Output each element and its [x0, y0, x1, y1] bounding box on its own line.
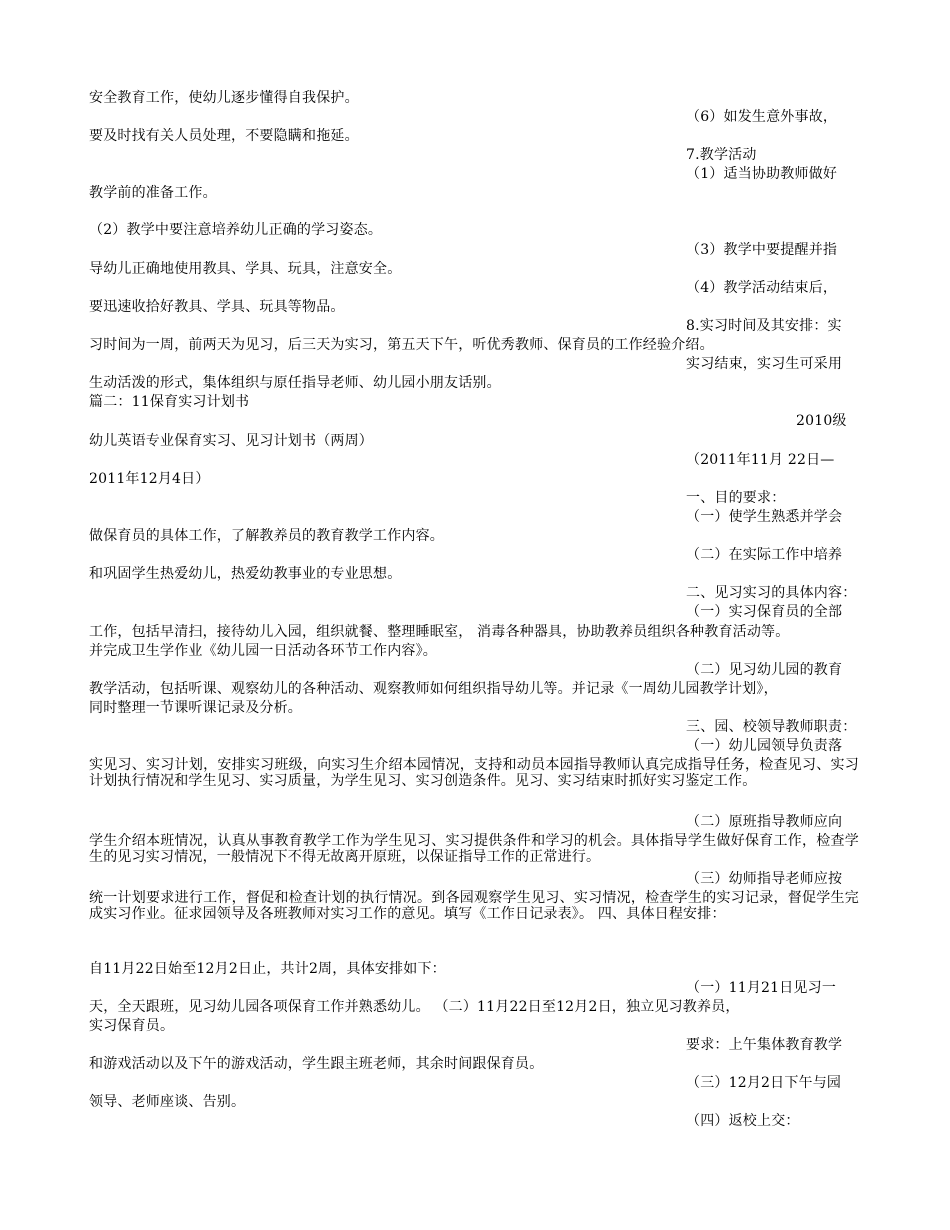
section-heading: 一、目的要求： — [686, 490, 786, 506]
text-line: 实习保育员。 — [89, 1018, 175, 1034]
text-line: 教学活动，包括听课、观察幼儿的各种活动、观察教师如何组织指导幼儿等。并记录《一周幼儿园教学计划》， — [89, 681, 778, 697]
text-line: 工作，包括早清扫，接待幼儿入园，组织就餐、整理睡眠室， 消毒各种器具，协助教养员组织各种教育活动等。 — [89, 624, 790, 640]
text-line: 要及时找有关人员处理，不要隐瞒和拖延。 — [89, 128, 359, 144]
section-heading: 二、见习实习的具体内容： — [686, 585, 857, 601]
section-heading: 8.实习时间及其安排：实 — [686, 318, 842, 334]
date-range: （2011年11月 22日— — [686, 452, 835, 468]
section-heading: 三、园、校领导教师职责： — [686, 719, 857, 735]
text-line: 导幼儿正确地使用教具、学具、玩具，注意安全。 — [89, 261, 402, 277]
text-line: （1）适当协助教师做好 — [686, 166, 838, 182]
paragraph: 学生介绍本班情况，认真从事教育教学工作为学生见习、实习提供条件和学习的机会。具体指导学生做好保育工作，检查学生的见习实习情况，一般情况下不得无故离开原班，以保证指导工作的正常进行。 — [89, 833, 859, 865]
text-line: （三）12月2日下午与园 — [686, 1075, 842, 1091]
paragraph: 统一计划要求进行工作，督促和检查计划的执行情况。到各园观察学生见习、实习情况，检查学生的实习记录，督促学生完成实习作业。征求园领导及各班教师对实习工作的意见。填写《工作日记录表》。 四、具体日程安排： — [89, 890, 859, 922]
text-line: （三）幼师指导老师应按 — [686, 871, 843, 887]
text-line: 做保育员的具体工作，了解教养员的教育教学工作内容。 — [89, 528, 444, 544]
text-line: （二）原班指导教师应向 — [686, 814, 843, 830]
section-heading: 7.教学活动 — [686, 147, 757, 163]
text-line: （3）教学中要提醒并指 — [686, 242, 838, 258]
text-line: （2）教学中要注意培养幼儿正确的学习姿态。 — [89, 222, 383, 238]
grade-label: 2010级 — [796, 413, 847, 429]
text-line: 生动活泼的形式，集体组织与原任指导老师、幼儿园小朋友话别。 — [89, 375, 501, 391]
text-line: 并完成卫生学作业《幼儿园一日活动各环节工作内容》。 — [89, 643, 437, 659]
text-line: 领导、老师座谈、告别。 — [89, 1094, 246, 1110]
text-line: （4）教学活动结束后， — [686, 280, 838, 296]
text-line: （6）如发生意外事故， — [686, 109, 838, 125]
text-line: 习时间为一周，前两天为见习，后三天为实习，第五天下午，听优秀教师、保育员的工作经验介绍。 — [89, 337, 714, 353]
text-line: （一）11月21日见习一 — [686, 980, 837, 996]
text-line: 同时整理一节课听课记录及分析。 — [89, 700, 302, 716]
text-line: 和巩固学生热爱幼儿，热爱幼教事业的专业思想。 — [89, 566, 402, 582]
text-line: 实习结束，实习生可采用 — [686, 356, 843, 372]
text-line: 要迅速收拾好教具、学具、玩具等物品。 — [89, 299, 345, 315]
text-line: 要求：上午集体教育教学 — [686, 1037, 843, 1053]
document-title: 幼儿英语专业保育实习、见习计划书（两周） — [89, 433, 373, 449]
part-title: 篇二：11保育实习计划书 — [89, 394, 250, 410]
text-line: （一）幼儿园领导负责落 — [686, 738, 843, 754]
text-line: （一）使学生熟悉并学会 — [686, 509, 843, 525]
text-line: （四）返校上交： — [686, 1113, 800, 1129]
text-line: （一）实习保育员的全部 — [686, 604, 843, 620]
text-line: 自11月22日始至12月2日止，共计2周，具体安排如下： — [89, 961, 446, 977]
text-line: 教学前的准备工作。 — [89, 185, 217, 201]
text-line: （二）在实际工作中培养 — [686, 547, 843, 563]
paragraph: 实见习、实习计划，安排实习班级，向实习生介绍本园情况，支持和动员本园指导教师认真完成指导任务，检查见习、实习计划执行情况和学生见习、实习质量，为学生见习、实习创造条件。见习、实习结束时抓好实习鉴定工作。 — [89, 757, 859, 789]
text-line: 天，全天跟班，见习幼儿园各项保育工作并熟悉幼儿。 （二）11月22日至12月2日，独立见习教养员， — [89, 999, 740, 1015]
text-line: 安全教育工作，使幼儿逐步懂得自我保护。 — [89, 90, 359, 106]
text-line: （二）见习幼儿园的教育 — [686, 662, 843, 678]
date-range: 2011年12月4日） — [89, 471, 210, 487]
text-line: 和游戏活动以及下午的游戏活动，学生跟主班老师，其余时间跟保育员。 — [89, 1056, 544, 1072]
